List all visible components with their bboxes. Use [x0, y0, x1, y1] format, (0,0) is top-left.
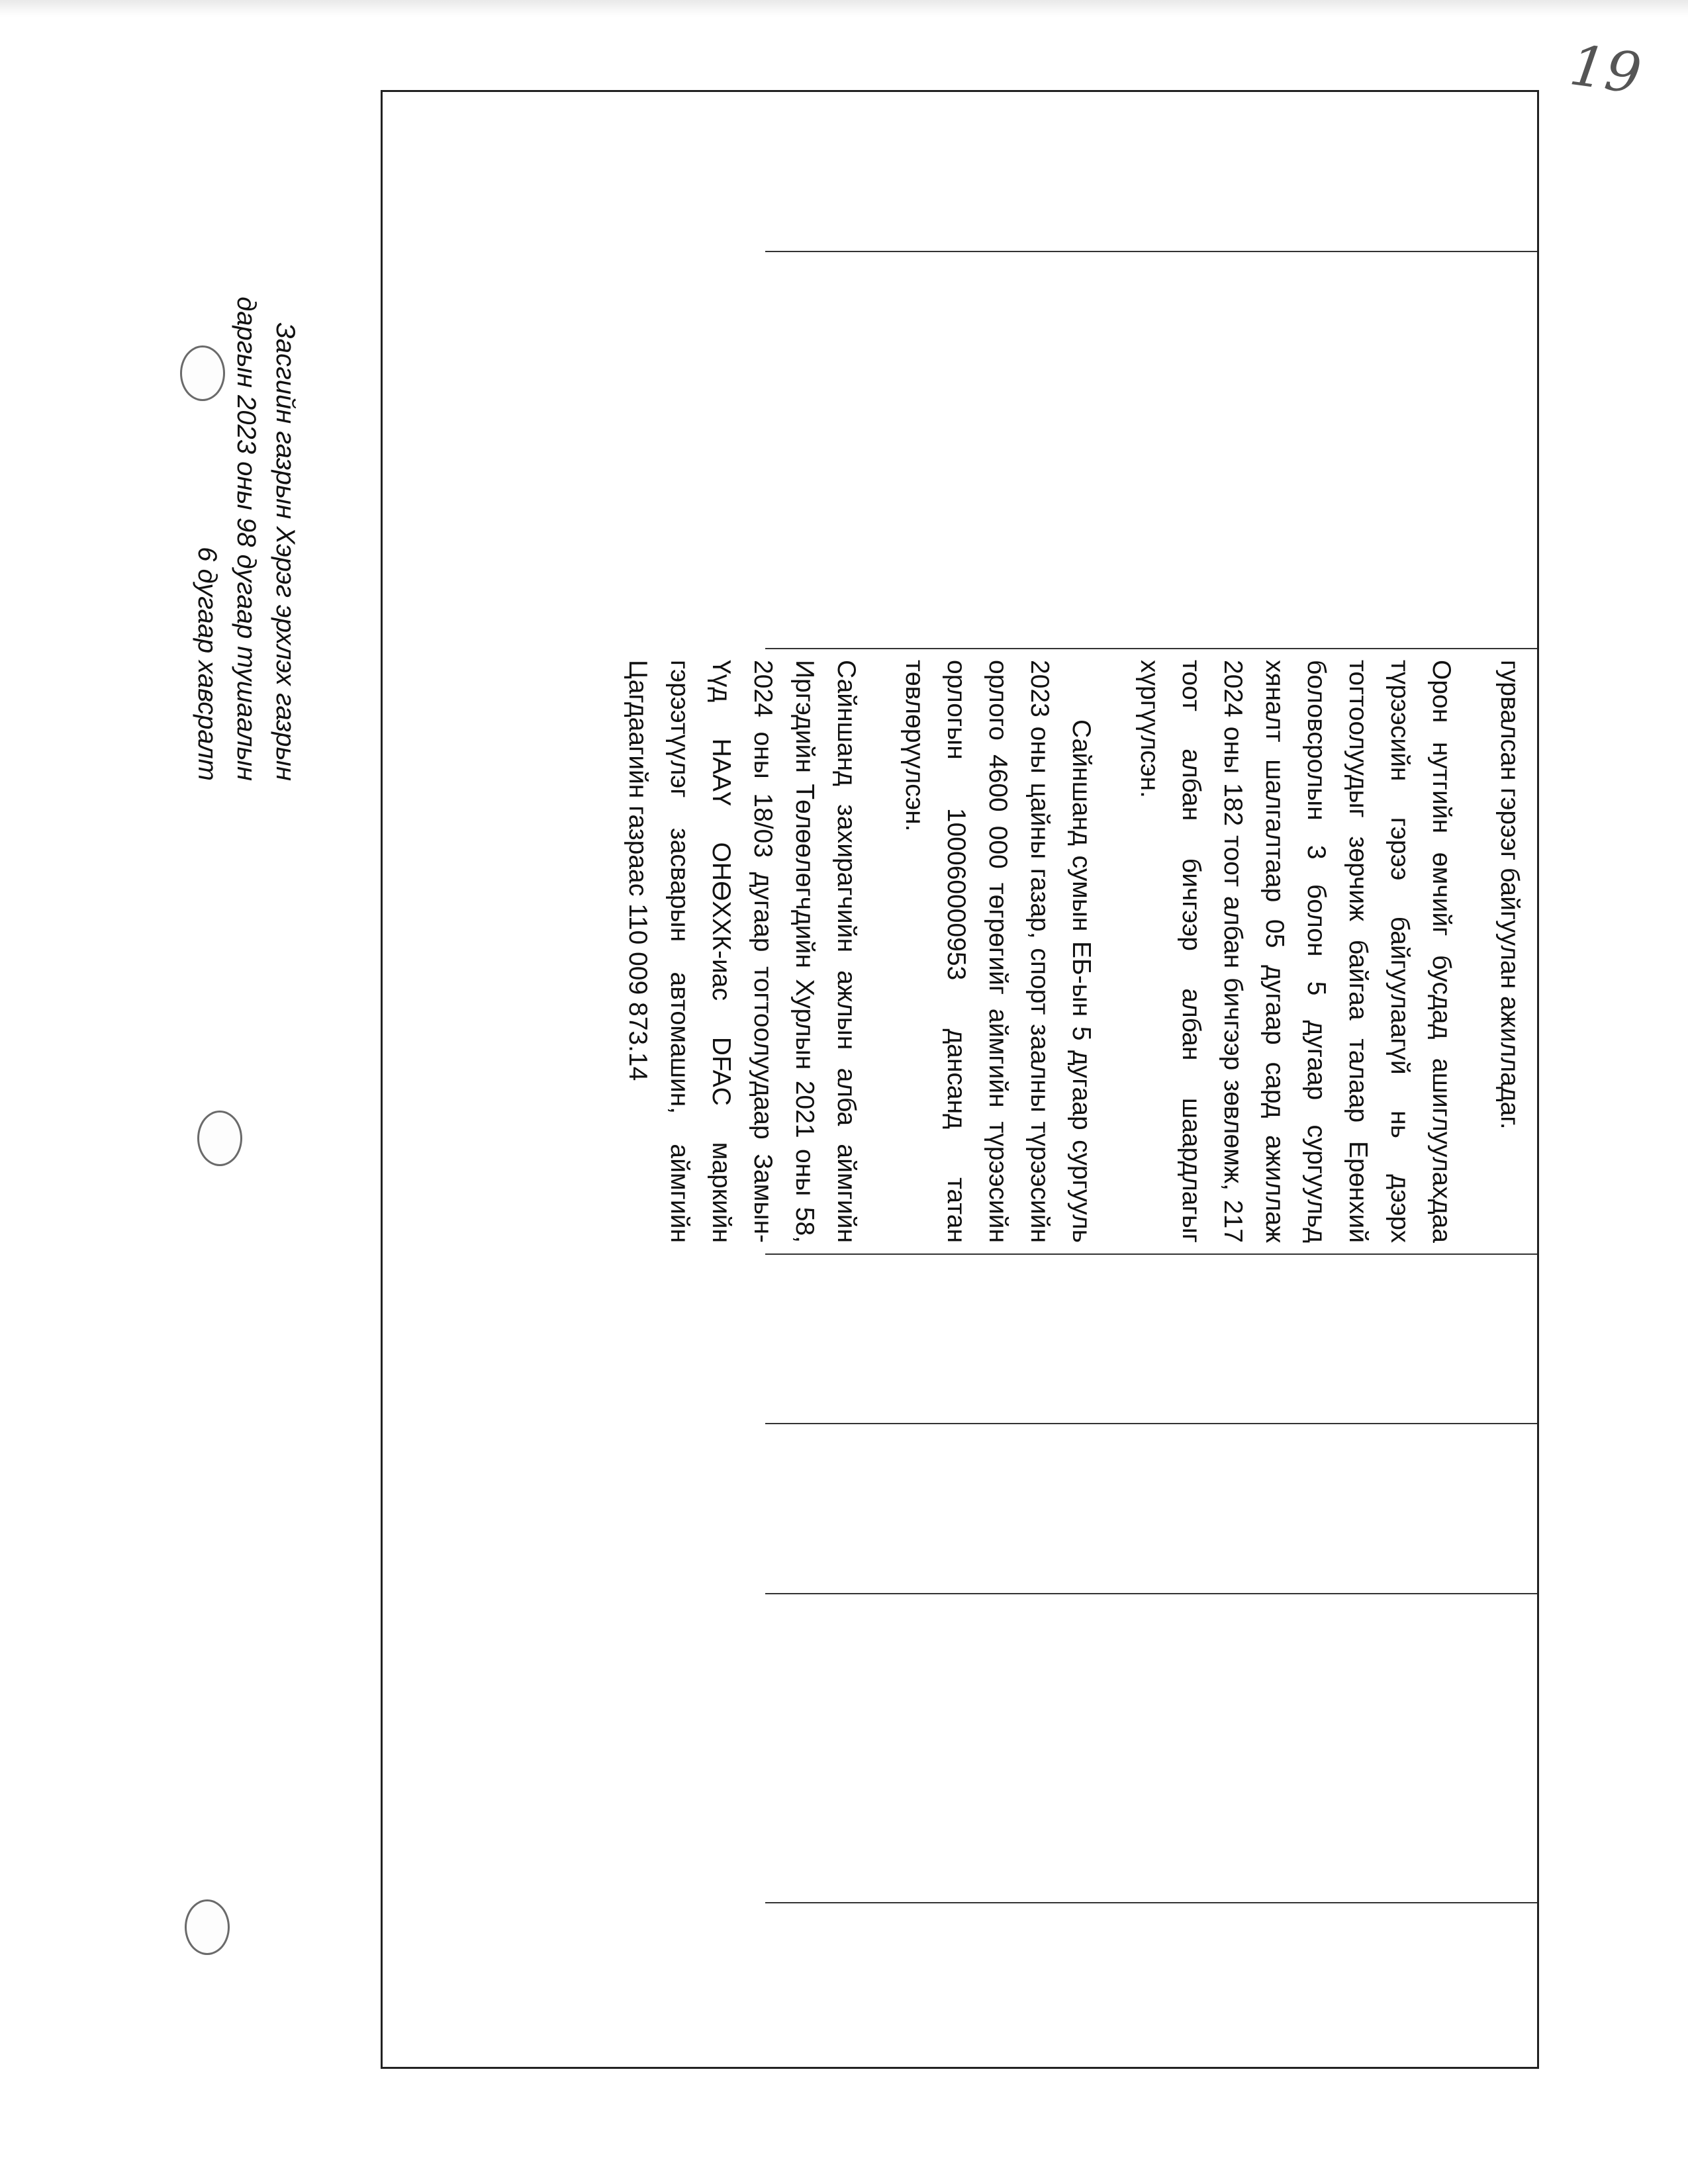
- content-paragraph: Сайншанд сумын ЕБ-ын 5 дугаар сургууль 2023 оны цайны газар, спорт заалны түрээсийн орлого 4600 000 төгрөгийг аймгийн түрээсийн орлогын 100060000953 дансанд татан төвлөрүүлсэн.: [900, 660, 1096, 1243]
- handwritten-page-number: 19: [1566, 32, 1646, 107]
- table-cell-5: [765, 1423, 1537, 1593]
- header-line-2: даргын 2023 оны 98 дугаар тушаалын: [232, 296, 261, 781]
- table-cell-6: [765, 1593, 1537, 1902]
- table-cell-4: [765, 1253, 1537, 1423]
- header-line-3: 6 дугаар хавсралт: [193, 547, 222, 781]
- header-line-1: Засгийн газрын Хэрэг эрхлэх газрын: [271, 322, 300, 781]
- content-paragraph: гурвалсан гэрээг байгуулан ажилладаг.: [1495, 660, 1524, 1130]
- table-cell-1: [765, 92, 1537, 251]
- document-header: [187, 0, 305, 781]
- table-cell-7: [765, 1902, 1537, 2071]
- table-cell-2: [765, 251, 1537, 648]
- table-cell-content: [624, 648, 1537, 1253]
- content-paragraph: Сайншанд захирагчийн ажлын алба аймгийн Иргэдийн Төлөөлөгчдийн Хурлын 2021 оны 58, 2024 оны 18/03 дугаар тогтоолуудаар Замын-Үүд НААҮ ОНӨХХК-иас DFAC маркийн гэрээтүүлэг засварын автомашин, аймгийн Цагдаагийн газраас 110 009 873.14: [624, 660, 861, 1243]
- table-row: [624, 92, 1537, 2067]
- content-paragraph: Орон нутгийн өмчийг бусдад ашиглуулахдаа түрээсийн гэрээ байгуулаагүй нь дээрх тогтоолуудыг зөрчиж байгаа талаар Ерөнхий боловсролын 3 болон 5 дугаар сургуульд хяналт шалгалтаар 05 дугаар сард ажиллаж 2024 оны 182 тоот албан бичгээр зөвлөмж, 217 тоот албан бичгээр албан шаардлагыг хүргүүлсэн.: [1135, 660, 1456, 1243]
- report-table: [381, 90, 1539, 2069]
